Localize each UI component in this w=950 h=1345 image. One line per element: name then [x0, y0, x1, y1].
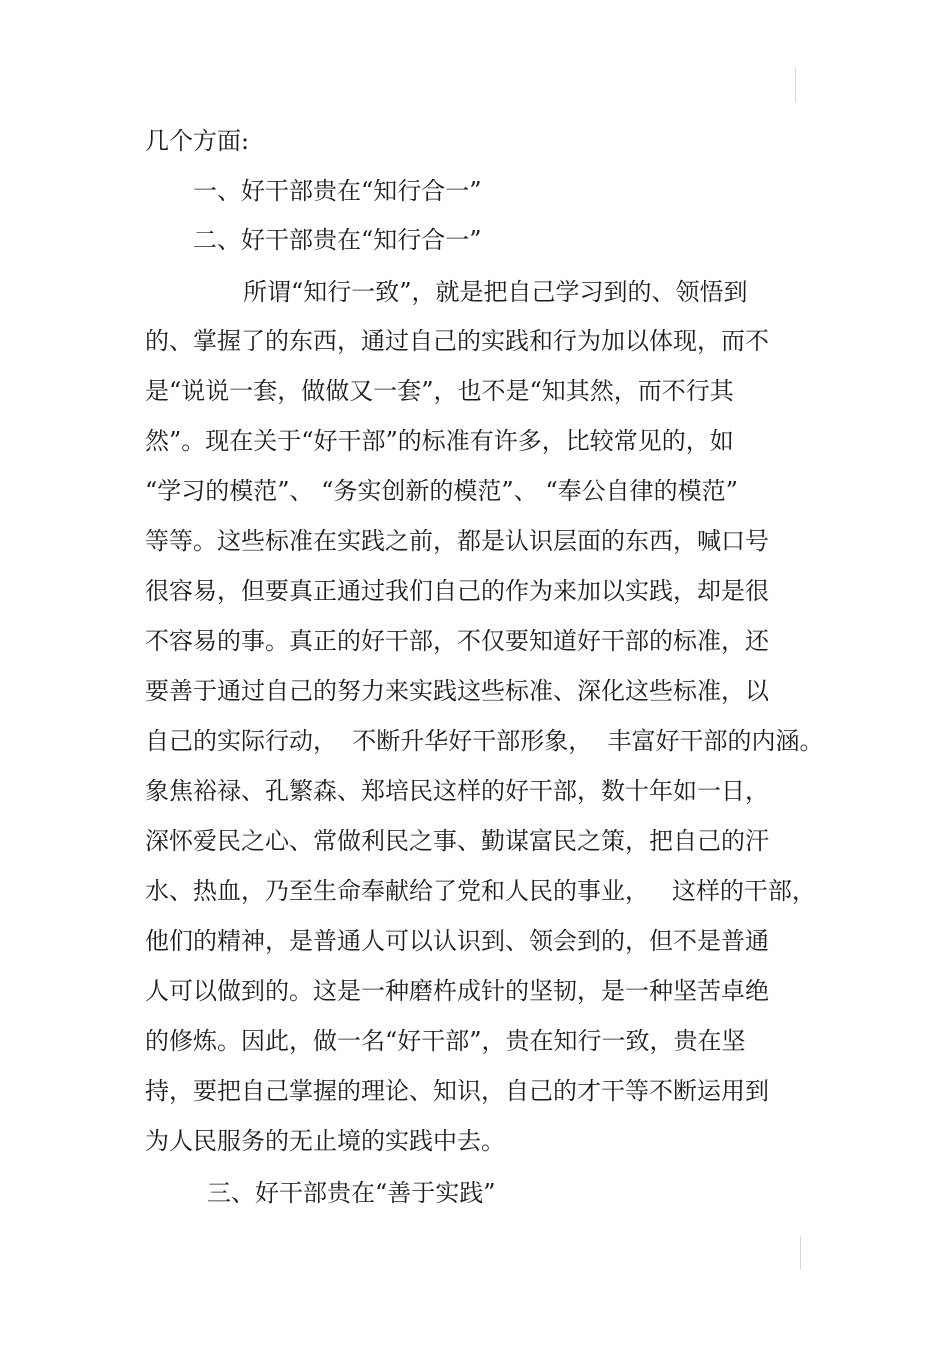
paragraph-line: 等等。这些标准在实践之前，都是认识层面的东西，喊口号 — [145, 527, 769, 555]
paragraph-line: 自己的实际行动， 不断升华好干部形象， 丰富好干部的内涵。 — [145, 727, 824, 755]
intro-line: 几个方面: — [145, 127, 250, 155]
paragraph-line: 为人民服务的无止境的实践中去。 — [145, 1127, 505, 1155]
page-edge-mark — [795, 68, 796, 102]
paragraph-line: 水、热血，乃至生命奉献给了党和人民的事业， 这样的干部， — [145, 877, 816, 905]
paragraph-line: 不容易的事。真正的好干部，不仅要知道好干部的标准，还 — [145, 627, 769, 655]
paragraph-line: 很容易，但要真正通过我们自己的作为来加以实践，却是很 — [145, 577, 769, 605]
paragraph-line: 象焦裕禄、孔繁森、郑培民这样的好干部，数十年如一日， — [145, 777, 769, 805]
paragraph-line: 是“说说一套，做做又一套”，也不是“知其然，而不行其 — [145, 377, 734, 405]
paragraph-line: 要善于通过自己的努力来实践这些标准、深化这些标准，以 — [145, 677, 769, 705]
section-heading-2: 二、好干部贵在“知行合一” — [193, 226, 482, 254]
paragraph-line: 然”。现在关于“好干部”的标准有许多，比较常见的，如 — [145, 427, 734, 455]
paragraph-line: 所谓“知行一致”，就是把自己学习到的、领悟到 — [243, 278, 748, 306]
paragraph-line: “学习的模范”、 “务实创新的模范”、 “奉公自律的模范” — [145, 477, 738, 505]
paragraph-line: 的、掌握了的东西，通过自己的实践和行为加以体现，而不 — [145, 327, 769, 355]
section-heading-1: 一、好干部贵在“知行合一” — [193, 177, 482, 205]
paragraph-line: 的修炼。因此，做一名“好干部”，贵在知行一致，贵在坚 — [145, 1027, 746, 1055]
paragraph-line: 持，要把自己掌握的理论、知识，自己的才干等不断运用到 — [145, 1077, 769, 1105]
paragraph-line: 人可以做到的。这是一种磨杵成针的坚韧，是一种坚苦卓绝 — [145, 977, 769, 1005]
section-heading-3: 三、好干部贵在“善于实践” — [207, 1179, 496, 1207]
paragraph-line: 他们的精神，是普通人可以认识到、领会到的，但不是普通 — [145, 927, 769, 955]
page-edge-mark — [800, 1236, 801, 1270]
paragraph-line: 深怀爱民之心、常做利民之事、勤谋富民之策，把自己的汗 — [145, 827, 769, 855]
